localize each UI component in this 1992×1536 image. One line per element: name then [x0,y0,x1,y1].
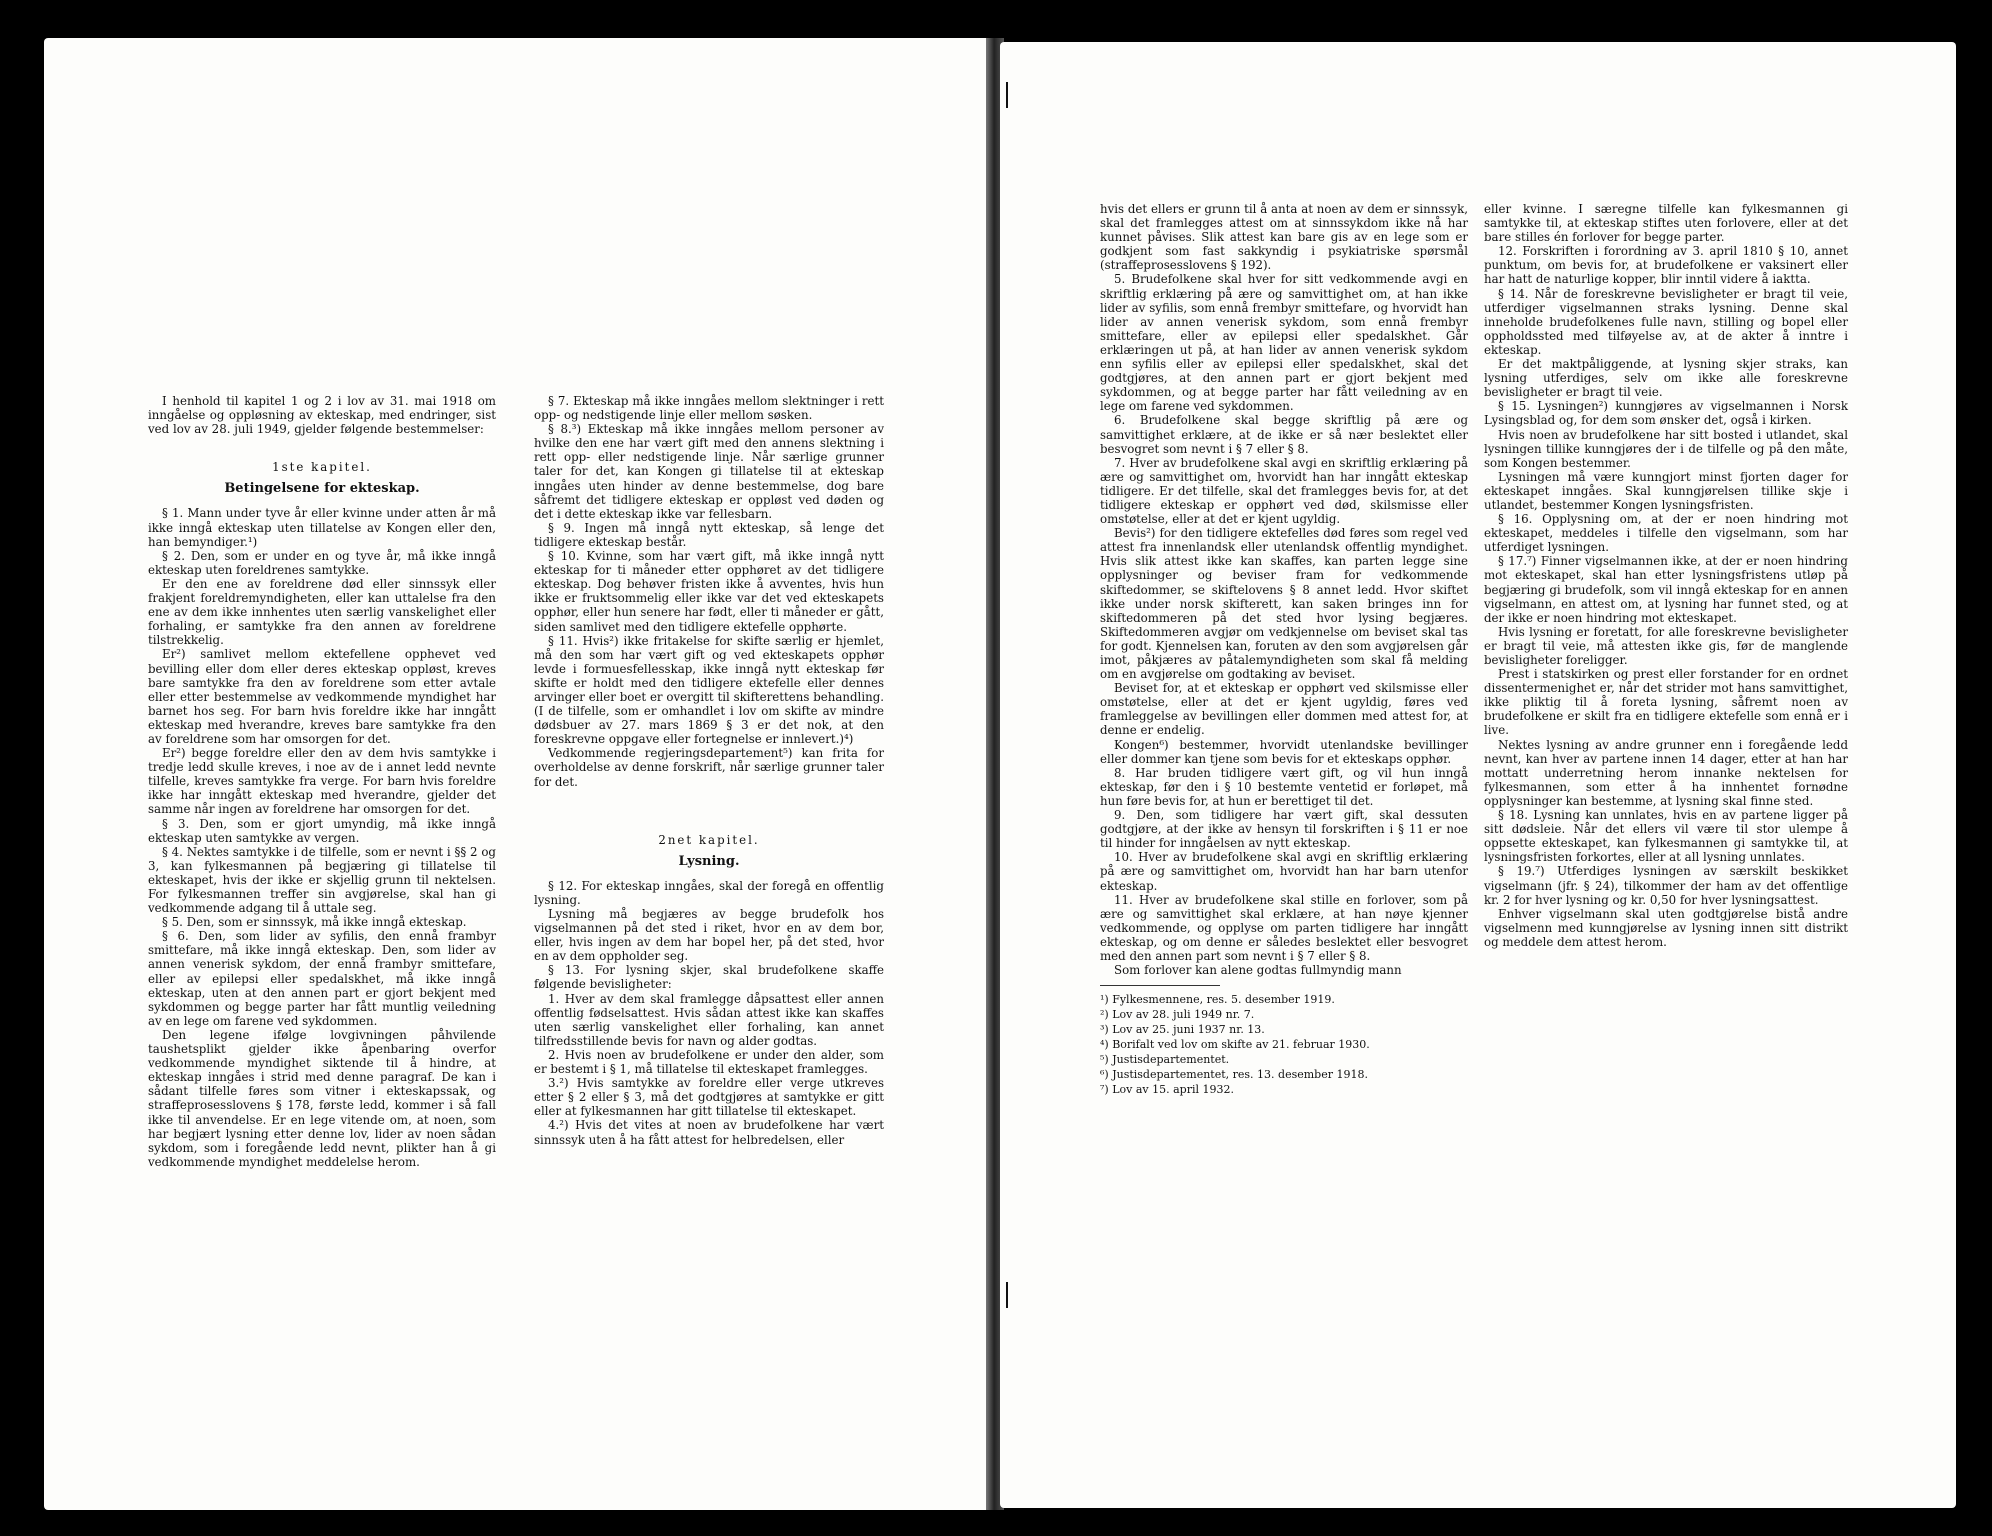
paragraph: § 12. For ekteskap inngåes, skal der foregå en offentlig lysning. [534,878,884,907]
paragraph: Lysningen må være kunngjort minst fjorten dager for ekteskapet inngåes. Skal kunngjørelsen tillike skje i utlandet, bestemmer Kongen lysningsfristen. [1484,469,1848,512]
paragraph: 4.²) Hvis det vites at noen av brudefolkene har vært sinnssyk uten å ha fått attest for helbredelsen, eller [534,1118,884,1147]
chapter-1-title: Betingelsene for ekteskap. [224,481,420,497]
right-column-1 [1100,202,1468,1097]
paragraph: § 16. Opplysning om, at der er noen hindring mot ekteskapet, meddeles i tilfelle den vigselmann, som har utferdiget lysningen. [1484,512,1848,555]
paragraph: Bevis²) for den tidligere ektefelles død føres som regel ved attest fra innenlandsk eller utenlandsk offentlig myndighet. Hvis slik attest ikke kan skaffes, kan parten legge sine opplysninger og beviser fram for vedkommende skiftedommer, se skiftelovens § 8 annet ledd. Hvor skiftet ikke under norsk skifterett, kan saken bringes inn for skiftedommeren på det sted hvor lysing begjæres. Skiftedommeren avgjør om vedkjennelse om beviset skal tas for godt. Kjennelsen kan, foruten av den som avgjørelsen går imot, påkjæres av påtalemyndigheten som skal få melding om en avgjørelse om godtaking av beviset. [1100,526,1468,682]
footnote: ⁵) Justisdepartementet. [1100,1053,1230,1067]
paragraph: Er den ene av foreldrene død eller sinnssyk eller frakjent foreldremyndigheten, eller kan uttalelse fra den ene av dem ikke innhentes uten særlig vanskelighet eller forhaling, er samtykke fra den annen av foreldrene tilstrekkelig. [148,576,496,648]
paragraph: 5. Brudefolkene skal hver for sitt vedkommende avgi en skriftlig erklæring på ære og samvittighet om, at han ikke lider av syfilis, som ennå frembyr smittefare, og hvorvidt han lider av annen venerisk sykdom, som ennå frembyr smittefare, eller av epilepsi eller spedalskhet. Går erklæringen ut på, at han lider av annen venerisk sykdom enn syfilis eller av epilepsi eller spedalskhet, skal det godtgjøres, at den annen part er gjort bekjent med sykdommen, og at begge parter har fått veiledning av en lege om farene ved sykdommen. [1100,272,1468,414]
paragraph: § 19.⁷) Utferdiges lysningen av særskilt beskikket vigselmann (jfr. § 24), tilkommer der ham av det offentlige kr. 2 for hver lysning og kr. 0,50 for hver lysningsattest. [1484,864,1848,907]
paragraph: § 11. Hvis²) ikke fritakelse for skifte særlig er hjemlet, må den som har vært gift og ved ekteskapets opphør levde i formuesfellesskap, ikke inngå nytt ekteskap før skifte er holdt med den tidligere ektefelle eller dennes arvinger eller boet er overgitt til skifterettens behandling. (I de tilfelle, som er omhandlet i lov om skifte av mindre dødsbuer av 27. mars 1869 § 3 er det nok, at den foreskrevne oppgave eller fortegnelse er innlevert.)⁴) [534,633,884,747]
paragraph: 3.²) Hvis samtykke av foreldre eller verge utkreves etter § 2 eller § 3, må det godtgjøres at samtykke er gitt eller at fylkesmannen har gitt tillatelse til ekteskapet. [534,1076,884,1119]
right-column-2 [1484,202,1848,949]
left-column-2 [534,394,884,1147]
left-page [44,38,990,1510]
left-column-1 [148,394,496,1169]
paragraph: hvis det ellers er grunn til å anta at noen av dem er sinnssyk, skal det framlegges attest om at sinnssykdom ikke nå har kunnet påvises. Slik attest kan bare gis av en lege som er godkjent som fast sakkyndig i psykiatriske spørsmål (straffeprosesslovens § 192). [1100,202,1468,273]
intro-paragraph: I henhold til kapitel 1 og 2 i lov av 31. mai 1918 om inngåelse og oppløsning av ekteskap, med endringer, sist ved lov av 28. juli 1949, gjelder følgende bestemmelser: [148,394,496,437]
paragraph: 2. Hvis noen av brudefolkene er under den alder, som er bestemt i § 1, må tillatelse til ekteskapet framlegges. [534,1047,884,1077]
paragraph: § 5. Den, som er sinnssyk, må ikke inngå ekteskap. [162,915,467,930]
footnote-rule [1100,985,1220,986]
paragraph: Prest i statskirken og prest eller forstander for en ordnet dissentermenighet er, når det strider mot hans samvittighet, ikke pliktig til å foreta lysning, såfremt noen av brudefolkene er skilt fra en tidligere ektefelle som ennå er i live. [1484,667,1848,738]
paragraph: § 3. Den, som er gjort umyndig, må ikke inngå ekteskap uten samtykke av vergen. [148,816,496,845]
binding-mark [1006,82,1008,108]
paragraph: Er det maktpåliggende, at lysning skjer straks, kan lysning utferdiges, selv om ikke alle foreskrevne bevisligheter er bragt til veie. [1484,357,1848,400]
chapter-1-heading: 1ste kapitel. [272,460,372,475]
chapter-2-title: Lysning. [678,853,740,869]
paragraph: 10. Hver av brudefolkene skal avgi en skriftlig erklæring på ære og samvittighet om, hvorvidt han har barn utenfor ekteskap. [1100,850,1468,893]
paragraph: § 15. Lysningen²) kunngjøres av vigselmannen i Norsk Lysingsblad og, for dem som ønsker det, også i kirken. [1484,399,1848,428]
paragraph: § 13. For lysning skjer, skal brudefolkene skaffe følgende bevisligheter: [534,963,884,992]
paragraph: 9. Den, som tidligere har vært gift, skal dessuten godtgjøre, at der ikke av hensyn til forskriften i § 11 er noe til hinder for inngåelsen av nytt ekteskap. [1100,808,1468,851]
paragraph: Vedkommende regjeringsdepartement⁵) kan frita for overholdelse av denne forskrift, når særlige grunner taler for det. [534,746,884,789]
paragraph: Kongen⁶) bestemmer, hvorvidt utenlandske bevillinger eller dommer kan tjene som bevis for et ekteskaps opphør. [1100,737,1468,766]
paragraph: Enhver vigselmann skal uten godtgjørelse bistå andre vigselmenn med kunngjørelse av lysning innen sitt distrikt og meddele dem attest herom. [1484,906,1848,949]
paragraph: Er²) begge foreldre eller den av dem hvis samtykke i tredje ledd skulle kreves, i noe av de i annet ledd nevnte tilfelle, kreves samtykke fra verge. For barn hvis foreldre ikke har inngått ekteskap med hverandre, gjelder det samme når ingen av foreldrene har omsorgen for det. [148,746,496,817]
paragraph: Hvis noen av brudefolkene har sitt bosted i utlandet, skal lysningen tillike kunngjøres der i de tilfelle og på den måte, som Kongen bestemmer. [1484,427,1848,470]
footnote: ¹) Fylkesmennene, res. 5. desember 1919. [1100,993,1335,1007]
right-page [1000,42,1956,1508]
footnote: ²) Lov av 28. juli 1949 nr. 7. [1100,1008,1255,1022]
footnote: ⁷) Lov av 15. april 1932. [1100,1083,1234,1097]
paragraph: § 17.⁷) Finner vigselmannen ikke, at der er noen hindring mot ekteskapet, skal han etter lysningsfristens utløp på begjæring gi brudefolk, som vil inngå ekteskap for en annen vigselmann, en attest om, at lysning har funnet sted, og at der ikke er noen hindring mot ekteskapet. [1484,554,1848,625]
paragraph: Er²) samlivet mellom ektefellene opphevet ved bevilling eller dom eller deres ekteskap oppløst, kreves bare samtykke fra den av foreldrene som etter avtale eller etter bestemmelse av vedkommende myndighet har barnet hos seg. For barn hvis foreldre ikke har inngått ekteskap med hverandre, kreves bare samtykke fra den av foreldrene som har omsorgen for det. [148,647,496,746]
paragraph: § 1. Mann under tyve år eller kvinne under atten år må ikke inngå ekteskap uten tillatelse av Kongen eller den, han bemyndiger.¹) [148,506,496,549]
footnote: ³) Lov av 25. juni 1937 nr. 13. [1100,1023,1265,1037]
paragraph: 1. Hver av dem skal framlegge dåpsattest eller annen offentlig fødselsattest. Hvis sådan attest ikke kan skaffes uten særlig vanskelighet eller forhaling, kan annet tilfredsstillende bevis for navn og alder godtas. [534,991,884,1048]
paragraph: § 7. Ekteskap må ikke inngåes mellom slektninger i rett opp- og nedstigende linje eller mellom søsken. [534,394,884,423]
binding-mark [1006,1282,1008,1308]
paragraph: § 14. Når de foreskrevne bevisligheter er bragt til veie, utferdiger vigselmannen straks lysning. Denne skal inneholde brudefolkenes fulle navn, stilling og bopel eller oppholdssted med tilføyelse av, at de akter å inntre i ekteskap. [1484,286,1848,357]
chapter-2-heading: 2net kapitel. [658,832,760,847]
footnote: ⁴) Borifalt ved lov om skifte av 21. februar 1930. [1100,1038,1370,1052]
paragraph: Beviset for, at et ekteskap er opphørt ved skilsmisse eller omstøtelse, eller at det er kjent ugyldig, føres ved framleggelse av bevillingen eller dommen med attest for, at denne er endelig. [1100,681,1468,738]
paragraph: 8. Har bruden tidligere vært gift, og vil hun inngå ekteskap, før den i § 10 bestemte ventetid er forløpet, må hun føre bevis for, at hun er berettiget til det. [1100,765,1468,808]
paragraph: § 18. Lysning kan unnlates, hvis en av partene ligger på sitt dødsleie. Når det ellers vil være til stor ulempe å oppsette ekteskapet, kan fylkesmannen gi samtykke til, at lysningsfristen forkortes, eller at all lysning unnlates. [1484,808,1848,865]
paragraph: § 4. Nektes samtykke i de tilfelle, som er nevnt i §§ 2 og 3, kan fylkesmannen på begjæring gi tillatelse til ekteskapet, hvis der ikke er skjellig grunn til nektelsen. For fylkesmannen treffer sin avgjørelse, skal han gi vedkommende adgang til å uttale seg. [148,844,496,916]
paragraph: eller kvinne. I særegne tilfelle kan fylkesmannen gi samtykke til, at ekteskap stiftes uten forlovere, eller at det bare stilles én forlover for begge parter. [1484,202,1848,245]
footnote: ⁶) Justisdepartementet, res. 13. desember 1918. [1100,1068,1368,1082]
paragraph: § 6. Den, som lider av syfilis, den ennå frambyr smittefare, må ikke inngå ekteskap. Den, som lider av annen venerisk sykdom, der ennå frambyr smittefare, eller av epilepsi eller spedalskhet, må ikke inngå ekteskap, uten at den annen part er gjort bekjent med sykdommen og begge parter har fått muntlig veiledning av en lege om farene ved sykdommen. [148,929,496,1028]
paragraph: Den legene ifølge lovgivningen påhvilende taushetsplikt gjelder ikke åpenbaring overfor vedkommende myndighet siktende til å hindre, at ekteskap inngåes i strid med denne paragraf. De kan i sådant tilfelle føres som vitner i ekteskapssak, og straffeprosesslovens § 178, første ledd, kommer i så fall ikke til anvendelse. Er en lege vitende om, at noen, som har begjært lysning etter denne lov, lider av noen sådan sykdom, som i foregående ledd nevnt, plikter han å gi vedkommende myndighet meddelelse herom. [148,1027,496,1169]
paragraph: § 8.³) Ekteskap må ikke inngåes mellom personer av hvilke den ene har vært gift med den annens slektning i rett opp- eller nedstigende linje. Når særlige grunner taler for det, kan Kongen gi tillatelse til at ekteskap inngåes uten hinder av denne bestemmelse, dog bare såfremt det tidligere ekteskap er oppløst ved døden og det i dette ekteskap ikke var fellesbarn. [534,422,884,521]
paragraph: Som forlover kan alene godtas fullmyndig mann [1114,963,1402,978]
paragraph: 7. Hver av brudefolkene skal avgi en skriftlig erklæring på ære og samvittighet om, hvorvidt han har inngått ekteskap tidligere. Er det tilfelle, skal det framlegges bevis for, at det tidligere ekteskap er opphørt ved død, skilsmisse eller omstøtelse, eller at det er kjent ugyldig. [1100,455,1468,527]
paragraph: 6. Brudefolkene skal begge skriftlig på ære og samvittighet erklære, at de ikke er så nær beslektet eller besvogret som nevnt i § 7 eller § 8. [1100,413,1468,456]
paragraph: Hvis lysning er foretatt, for alle foreskrevne bevisligheter er bragt til veie, må attesten ikke gis, før de manglende bevisligheter foreligger. [1484,624,1848,667]
paragraph: § 2. Den, som er under en og tyve år, må ikke inngå ekteskap uten foreldrenes samtykke. [148,548,496,577]
paragraph: § 9. Ingen må inngå nytt ekteskap, så lenge det tidligere ekteskap består. [534,520,884,549]
paragraph: Nektes lysning av andre grunner enn i foregående ledd nevnt, kan hver av partene innen 14 dager, etter at han har mottatt underretning herom innanke nektelsen for fylkesmannen, som etter å ha innhentet fornødne opplysninger kan bestemme, at lysning skal finne sted. [1484,737,1848,808]
paragraph: 12. Forskriften i forordning av 3. april 1810 § 10, annet punktum, om bevis for, at brudefolkene er vaksinert eller har hatt de naturlige kopper, blir inntil videre å iaktta. [1484,244,1848,287]
paragraph: § 10. Kvinne, som har vært gift, må ikke inngå nytt ekteskap for ti måneder etter opphøret av det tidligere ekteskap. Dog behøver fristen ikke å avventes, hvis hun ikke er fruktsommelig eller ikke var det ved ekteskapets opphør, eller hun senere har født, eller ti måneder er gått, siden samlivet med den tidligere ektefelle opphørte. [534,549,884,634]
paragraph: 11. Hver av brudefolkene skal stille en forlover, som på ære og samvittighet skal erklære, at han nøye kjenner vedkommende, og opplyse om parten tidligere har inngått ekteskap, og om denne er således beslektet eller besvogret med den annen part som nevnt i § 7 eller § 8. [1100,892,1468,963]
paragraph: Lysning må begjæres av begge brudefolk hos vigselmannen på det sted i riket, hvor en av dem bor, eller, hvis ingen av dem har bopel her, på det sted, hvor en av dem oppholder seg. [534,907,884,964]
